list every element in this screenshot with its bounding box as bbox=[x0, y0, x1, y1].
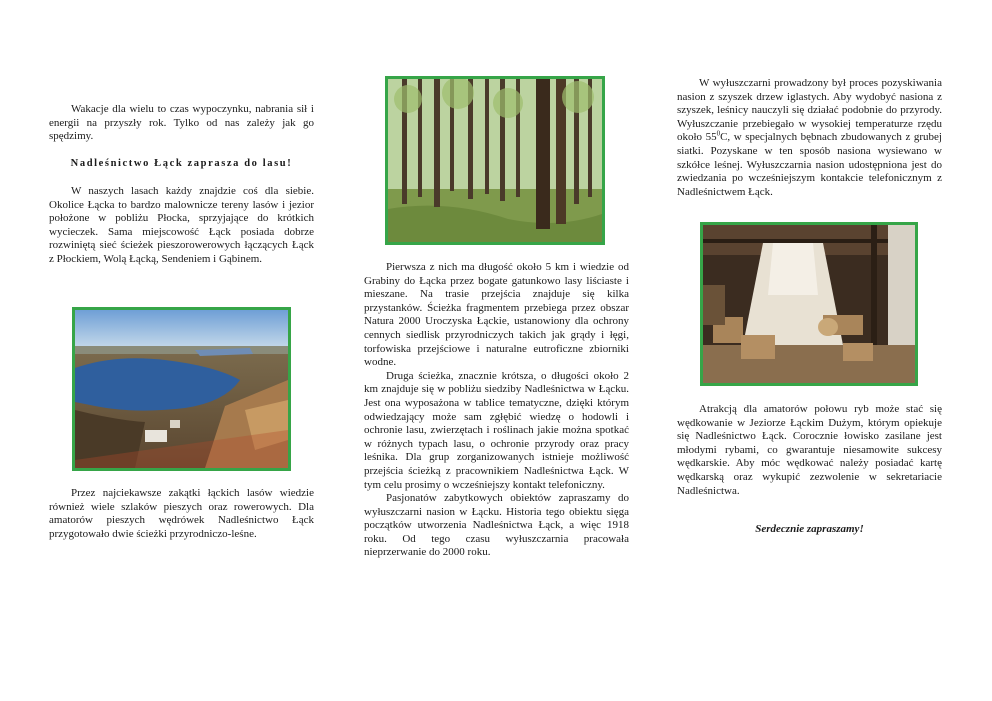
seed-kiln-interior-photo bbox=[700, 222, 918, 386]
closing-invitation: Serdecznie zapraszamy! bbox=[755, 523, 864, 535]
paragraph-forests: W naszych lasach każdy znajdzie coś dla siebie. Okolice Łącka to bardzo malownicze tereny lasów i jezior położone w pobliżu Płocka, sprzyjające do krótkich wycieczek. Sama miejscowość Łąck posiada dobrze rozwiniętą sieć ścieżek pieszorowerowych łączących Łąck z Płockiem, Wolą Łącką, Sendeniem i Gąbinem. bbox=[49, 185, 314, 265]
degree-superscript: 0 bbox=[716, 129, 721, 138]
intro-paragraph: Wakacje dla wielu to czas wypoczynku, nabrania sił i energii na przyszły rok. Tylko od nas zależy jak go spędzimy. bbox=[49, 103, 314, 143]
seed-process-text-b: C, w specjalnych bębnach zbudowanych z grubej siatki. Pozyskane w ten sposób nasiona wysiewano w szkółce leśnej. Wyłuszczarnia nasion udostępniona jest do zwiedzania po wcześniejszym kontakcie telefonicznym z Nadleśnictwem Łąck. bbox=[677, 131, 942, 198]
column-left-body bbox=[49, 185, 314, 267]
paragraph-trail-two: Druga ścieżka, znacznie krótsza, o długości około 2 km znajduje się w pobliżu siedziby Nadleśnictwa w Łącku. Jest ona wyposażona w tablice tematyczne, dzięki którym odwiedzający może sam zgłębić wiedzę o hodowli i ochronie lasu, zwierzętach i roślinach jakie można spotkać w różnych typach lasu, o ochronie przyrody oraz pracy leśnika. Dla grup zorganizowanych istnieje możliwość przejścia ścieżką z pracownikiem Nadleśnictwa Łąck. W tym celu prosimy o wcześniejszy kontakt telefoniczny. bbox=[364, 369, 629, 491]
column-left-trails bbox=[49, 487, 314, 541]
leaflet-heading: Nadleśnictwo Łąck zaprasza do lasu! bbox=[70, 158, 293, 169]
column-middle bbox=[364, 261, 629, 560]
paragraph-fishing: Atrakcją dla amatorów połowu ryb może stać się wędkowanie w Jeziorze Łąckim Dużym, którym opiekuje się Nadleśnictwo Łąck. Corocznie łowisko zasilane jest młodymi rybami, co gwarantuje niesamowite sukcesy wędkarskie. Aby móc wędkować należy posiadać kartę wędkarską oraz wykupić zezwolenie w sekretariacie Nadleśnictwa. bbox=[677, 403, 942, 497]
forest-photo bbox=[385, 76, 605, 245]
lake-aerial-photo bbox=[72, 307, 291, 471]
column-right-fishing bbox=[677, 403, 942, 498]
paragraph-trails: Przez najciekawsze zakątki łąckich lasów wiedzie również wiele szlaków pieszych oraz rowerowych. Dla amatorów pieszych wędrówek Nadleśnictwo Łąck przygotowało dwie ścieżki przyrodniczo-leśne. bbox=[49, 487, 314, 540]
seed-process-text-a: W wyłuszczarni prowadzony był proces pozyskiwania nasion z szyszek drzew iglastych. Aby wydobyć nasiona z szyszek, leśnicy nauczyli się działać podobnie do przyrody. Wyłuszczanie przebiegało w wysokiej temperaturze rzędu około 55 bbox=[677, 77, 942, 144]
paragraph-seed-process bbox=[677, 77, 942, 199]
column-right bbox=[677, 77, 942, 199]
paragraph-trail-one: Pierwsza z nich ma długość około 5 km i wiedzie od Grabiny do Łącka przez bogate gatunkowo lasy liściaste i mieszane. Na trasie przejścia znajduje się kilka przystanków. Ścieżka fragmentem przebiega przez obszar Natura 2000 Uroczyska Łąckie, ustanowiony dla ochrony cennych siedlisk przyrodniczych takich jak grądy i łęgi, torfowiska przejściowe i naturalne eutroficzne zbiorniki wodne. bbox=[364, 261, 629, 369]
column-left bbox=[49, 103, 314, 144]
paragraph-seed-kiln: Pasjonatów zabytkowych obiektów zapraszamy do wyłuszczarni nasion w Łącku. Historia tego obiektu sięga początków utworzenia Nadleśnictwa Łąck, a więc 1918 roku. Od tego czasu wyłuszczarnia pracowała nieprzerwanie do 2000 roku. bbox=[364, 492, 629, 559]
